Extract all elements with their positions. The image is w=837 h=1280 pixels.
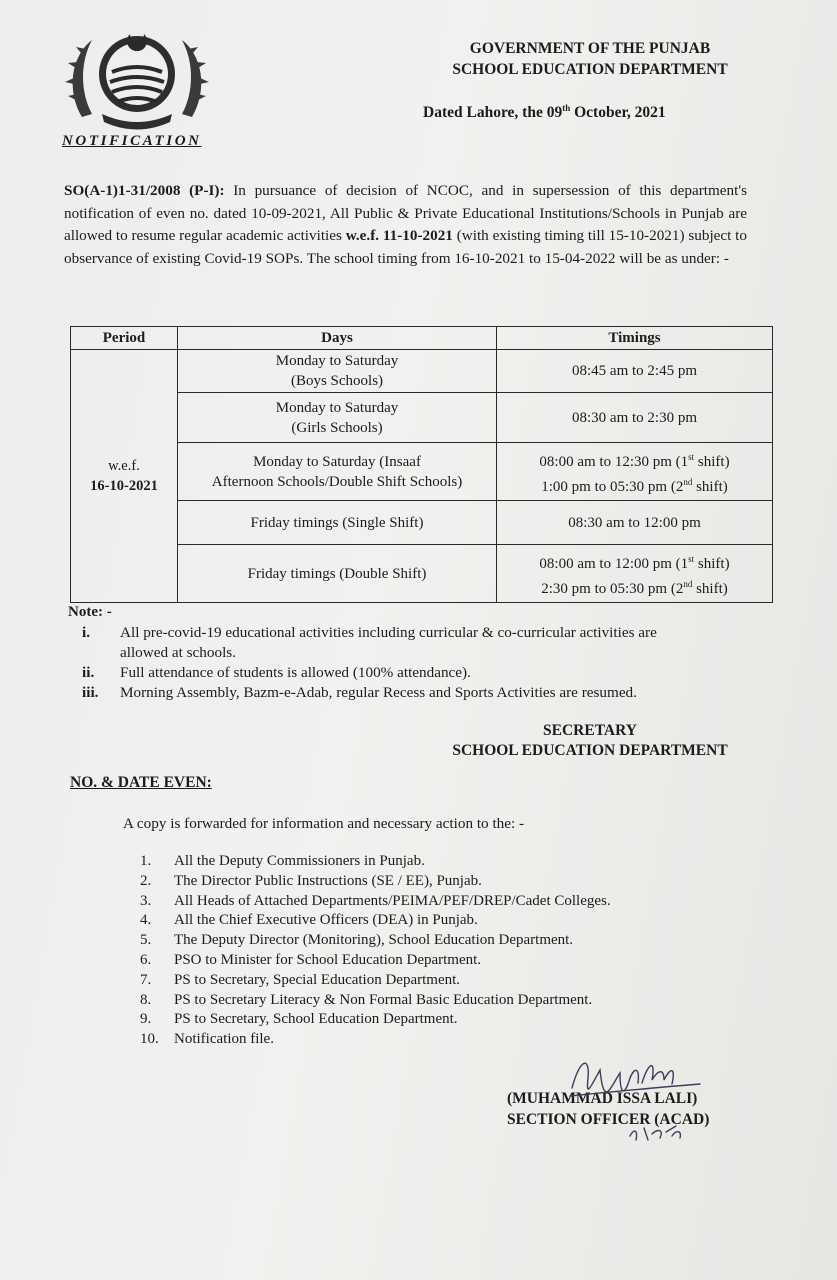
timings-cell: 08:30 am to 2:30 pm [497,393,773,443]
header-days: Days [178,327,497,350]
endorsement-intro: A copy is forwarded for information and necessary action to the: - [123,815,525,832]
list-item: 5. The Deputy Director (Monitoring), School Education Department. [140,932,574,949]
endorsement-heading: NO. & DATE EVEN: [70,774,212,791]
issue-date: Dated Lahore, the 09th October, 2021 [423,103,666,122]
notification-heading: NOTIFICATION [62,133,202,149]
handwritten-signature [560,1048,710,1158]
list-item: 8. PS to Secretary Literacy & Non Formal Basic Education Department. [140,991,593,1008]
header-period: Period [71,327,178,350]
punjab-government-logo [62,22,212,137]
school-timings-table [70,326,773,603]
secretary-department: SCHOOL EDUCATION DEPARTMENT [452,742,728,759]
header-timings: Timings [497,327,773,350]
list-item: ii. Full attendance of students is allowed (100% attendance). [82,664,471,681]
signatory-title: SECTION OFFICER (ACAD) [507,1111,710,1128]
timings-cell: 08:45 am to 2:45 pm [497,350,773,393]
table-header-row [71,327,773,350]
list-item: i. All pre-covid-19 educational activities including curricular & co-curricular activities are allowed at schools. [82,624,657,661]
list-item: 1. All the Deputy Commissioners in Punjab. [140,853,425,869]
list-item: 6. PSO to Minister for School Education Department. [140,951,482,968]
timings-cell: 08:30 am to 12:00 pm [497,501,773,545]
days-cell: Monday to Saturday (Girls Schools) [178,393,497,443]
timings-cell: 08:00 am to 12:00 pm (1st shift) 2:30 pm to 05:30 pm (2nd shift) [497,545,773,603]
list-item: 10. Notification file. [140,1031,274,1048]
table-row [71,350,773,393]
list-item: 9. PS to Secretary, School Education Department. [140,1011,458,1028]
signatory-name: (MUHAMMAD ISSA LALI) [507,1090,698,1107]
timings-cell: 08:00 am to 12:30 pm (1st shift) 1:00 pm to 05:30 pm (2nd shift) [497,443,773,501]
list-item: 7. PS to Secretary, Special Education Department. [140,971,461,988]
notification-body: SO(A-1)1-31/2008 (P-I): In pursuance of decision of NCOC, and in supersession of this department's notification of even no. dated 10-09-2021, All Public & Private Educational Institutions/Schools in Punjab are allowed to resume regular academic activities w.e.f. 11-10-2021 (with existing timing till 15-10-2021) subject to observance of existing Covid-19 SOPs. The school timing from 16-10-2021 to 15-04-2022 will be as under: - [64,182,747,267]
days-cell: Friday timings (Double Shift) [178,545,497,603]
distribution-list [140,852,611,1050]
list-item: 2. The Director Public Instructions (SE / EE), Punjab. [140,872,482,889]
reference-number: SO(A-1)1-31/2008 (P-I): [64,182,225,199]
list-item: 4. All the Chief Executive Officers (DEA) in Punjab. [140,912,478,929]
notes-heading: Note: - [68,604,112,620]
days-cell: Monday to Saturday (Insaaf Afternoon Schools/Double Shift Schools) [178,443,497,501]
list-item: 3. All Heads of Attached Departments/PEIMA/PEF/DREP/Cadet Colleges. [140,892,611,909]
period-cell: w.e.f. 16-10-2021 [71,350,178,603]
days-cell: Friday timings (Single Shift) [178,501,497,545]
secretary-title: SECRETARY [543,722,637,739]
government-title: GOVERNMENT OF THE PUNJAB [469,40,711,57]
department-title: SCHOOL EDUCATION DEPARTMENT [452,61,728,78]
days-cell: Monday to Saturday (Boys Schools) [178,350,497,393]
notes-list [70,623,760,703]
list-item: iii. Morning Assembly, Bazm-e-Adab, regular Recess and Sports Activities are resumed. [82,684,637,701]
